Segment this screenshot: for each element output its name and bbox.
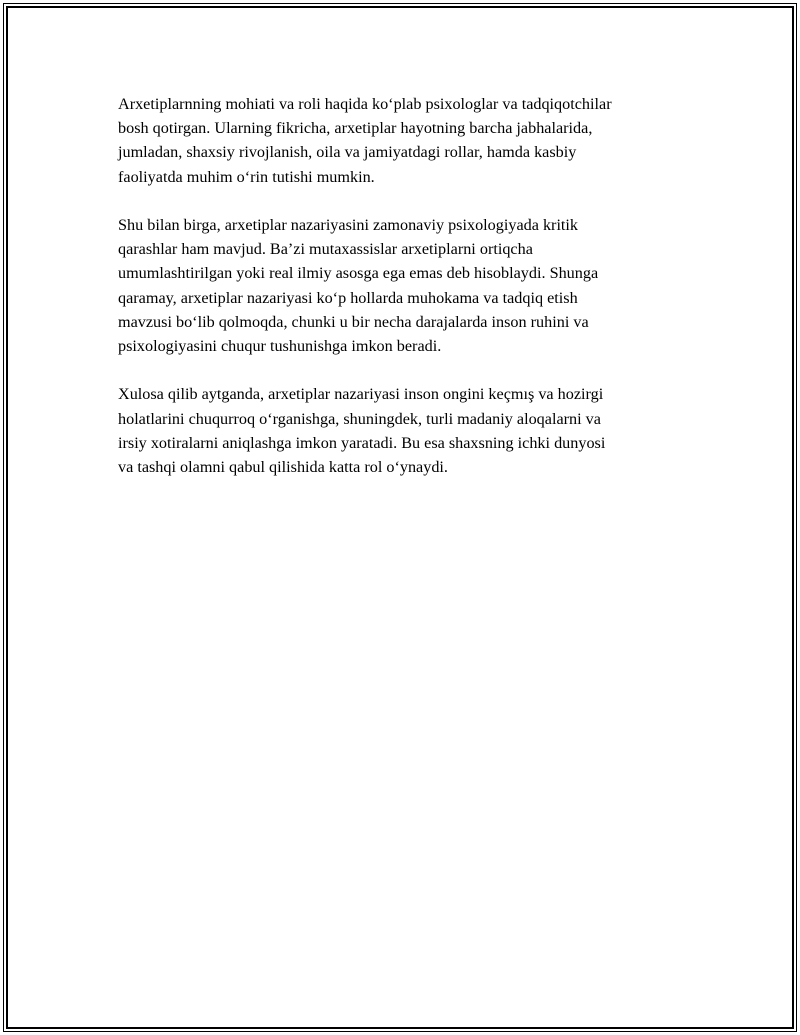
paragraph-line: qaramay, arxetiplar nazariyasi ko‘p hollarda muhokama va tadqiq etish	[118, 288, 578, 307]
paragraph-line: holatlarini chuqurroq o‘rganishga, shuningdek, turli madaniy aloqalarni va	[118, 409, 601, 428]
paragraph-line: faoliyatda muhim o‘rin tutishi mumkin.	[118, 167, 375, 186]
paragraph-line: psixologiyasini chuqur tushunishga imkon beradi.	[118, 337, 442, 356]
paragraph-line: qarashlar ham mavjud. Ba’zi mutaxassislar arxetiplarni ortiqcha	[118, 240, 533, 259]
paragraph-1	[118, 92, 698, 189]
paragraph-line: bosh qotirgan. Ularning fikricha, arxetiplar hayotning barcha jabhalarida,	[118, 119, 593, 138]
paragraph-line: mavzusi bo‘lib qolmoqda, chunki u bir necha darajalarda inson ruhini va	[118, 312, 589, 331]
document-body	[118, 92, 698, 503]
paragraph-2	[118, 213, 698, 358]
paragraph-line: Arxetiplarnning mohiati va roli haqida ko‘plab psixologlar va tadqiqotchilar	[118, 95, 612, 113]
paragraph-line: Shu bilan birga, arxetiplar nazariyasini zamonaviy psixologiyada kritik	[118, 216, 579, 234]
paragraph-line: irsiy xotiralarni aniqlashga imkon yaratadi. Bu esa shaxsning ichki dunyosi	[118, 433, 606, 452]
paragraph-line: jumladan, shaxsiy rivojlanish, oila va jamiyatdagi rollar, hamda kasbiy	[118, 143, 577, 162]
paragraph-line: umumlashtirilgan yoki real ilmiy asosga ega emas deb hisoblaydi. Shunga	[118, 264, 599, 283]
paragraph-line: va tashqi olamni qabul qilishida katta rol o‘ynaydi.	[118, 458, 448, 477]
paragraph-3	[118, 382, 698, 479]
paragraph-line: Xulosa qilib aytganda, arxetiplar nazariyasi inson ongini keçmış va hozirgi	[118, 385, 604, 404]
